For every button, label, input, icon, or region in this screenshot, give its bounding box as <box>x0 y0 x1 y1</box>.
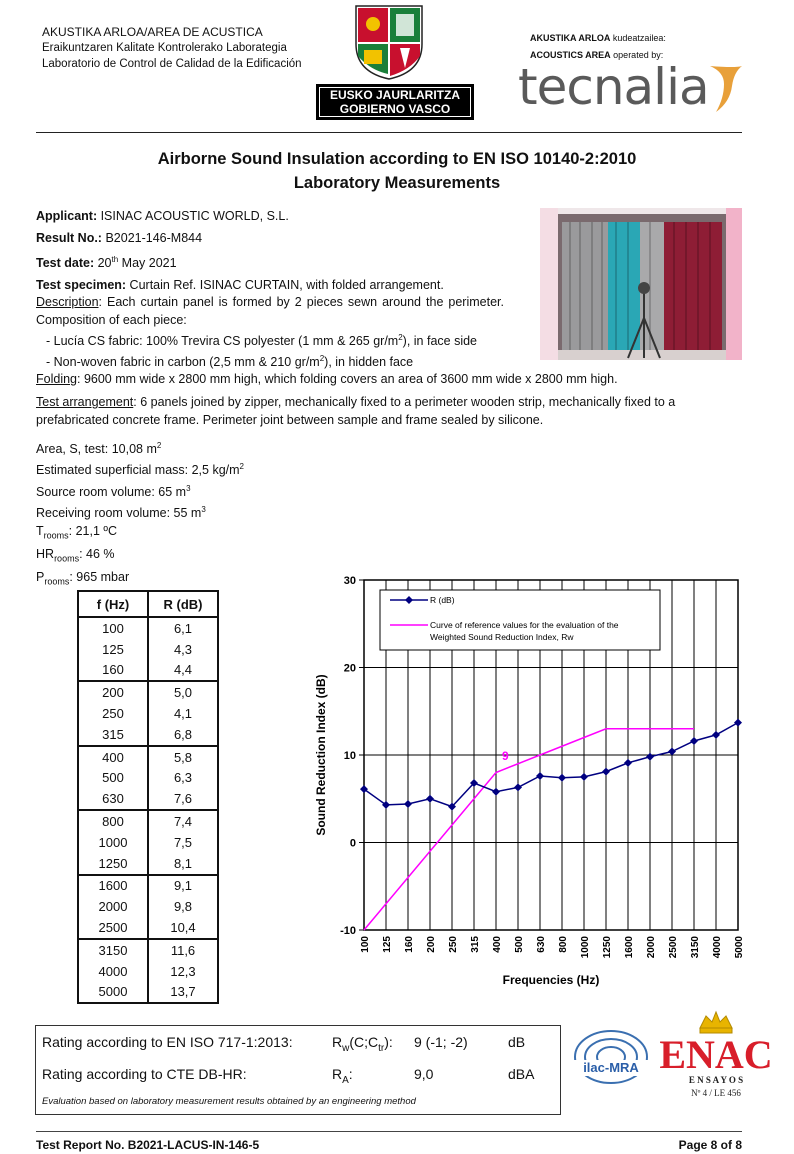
x-tick-label: 2500 <box>668 936 679 959</box>
cell-frequency: 4000 <box>78 961 148 982</box>
x-tick-label: 1250 <box>602 936 613 959</box>
col-header-r: R (dB) <box>148 591 218 617</box>
y-tick-label: 20 <box>343 662 356 675</box>
x-tick-label: 400 <box>492 936 503 953</box>
x-tick-label: 500 <box>514 936 525 953</box>
table-row <box>78 917 218 939</box>
table-row <box>78 832 218 853</box>
gov-line-1: EUSKO JAURLARITZA <box>329 88 460 102</box>
test-arrangement <box>36 393 744 429</box>
table-row <box>78 617 218 639</box>
x-tick-label: 315 <box>470 936 481 953</box>
cell-frequency: 125 <box>78 639 148 660</box>
x-tick-label: 5000 <box>734 936 745 959</box>
table-row <box>78 982 218 1004</box>
specimen-row: Test specimen: Curtain Ref. ISINAC CURTAIN, with folded arrangement. <box>36 278 444 293</box>
description-item-1: - Lucía CS fabric: 100% Trevira CS polyester (1 mm & 265 $gr/m^2$), in face side <box>46 333 478 349</box>
col-header-frequency: f (Hz) <box>78 591 148 617</box>
cell-r: 7,6 <box>148 788 218 810</box>
rating-box <box>35 1025 561 1115</box>
param-humidity: $HR_{rooms}$: 46 % <box>36 547 115 564</box>
cell-frequency: 1250 <box>78 853 148 875</box>
test-parameters <box>36 437 244 591</box>
table-row <box>78 853 218 875</box>
cell-frequency: 500 <box>78 768 148 789</box>
operator-eu-bold: AKUSTIKA ARLOA <box>530 33 611 43</box>
y-tick-label: 10 <box>343 750 356 762</box>
page-number: Page 8 of 8 <box>678 1138 742 1152</box>
cell-r: 6,1 <box>148 617 218 639</box>
date-row: Test date: 20th May 2021 <box>36 255 177 271</box>
cell-frequency: 630 <box>78 788 148 810</box>
x-tick-label: 630 <box>536 936 547 953</box>
cell-r: 9,1 <box>148 875 218 897</box>
table-row <box>78 660 218 682</box>
lab-name-2: Eraikuntzaren Kalitate Kontrolerako Laborategia <box>42 42 287 54</box>
table-row <box>78 810 218 832</box>
enac-sub: E N S A Y O S <box>688 1075 744 1085</box>
test-info <box>36 205 504 296</box>
legend-label-measured: R (dB) <box>430 595 455 605</box>
sound-reduction-chart <box>310 572 750 992</box>
rating-row-en-iso <box>42 1034 293 1050</box>
param-area: Area, S, test: 10,08 $m^2$ <box>36 441 162 457</box>
y-tick-label: 30 <box>343 575 356 587</box>
header-divider <box>36 132 742 133</box>
x-tick-label: 1000 <box>580 936 591 959</box>
cell-r: 6,3 <box>148 768 218 789</box>
basque-government-crest <box>350 4 428 80</box>
rating-en-iso-value: 9 (-1; -2) <box>414 1034 468 1050</box>
rating-en-iso-unit: dB <box>508 1034 526 1050</box>
cell-frequency: 1000 <box>78 832 148 853</box>
enac-number: Nº 4 / LE 456 <box>691 1088 741 1098</box>
x-tick-label: 3150 <box>690 936 701 959</box>
enac-text: ENAC <box>659 1032 773 1077</box>
applicant-row: Applicant: ISINAC ACOUSTIC WORLD, S.L. <box>36 209 289 223</box>
arrangement-label: Test arrangement <box>36 395 134 409</box>
x-tick-label: 2000 <box>646 936 657 959</box>
cell-frequency: 400 <box>78 746 148 768</box>
x-tick-label: 1600 <box>624 936 635 959</box>
rating-cte-label: Rating according to CTE DB-HR: <box>42 1066 247 1082</box>
results-table <box>77 590 219 1004</box>
rating-row-cte <box>42 1066 247 1082</box>
x-tick-label: 4000 <box>712 936 723 959</box>
description-label: Description <box>36 295 99 309</box>
cell-r: 5,8 <box>148 746 218 768</box>
folding-text: : 9600 mm wide x 2800 mm high, which folding covers an area of 3600 mm wide x 2800 mm high. <box>77 372 618 386</box>
rw-annotation: 9 <box>502 748 509 763</box>
x-axis-label: Frequencies (Hz) <box>502 973 600 987</box>
title-line-1: Airborne Sound Insulation according to EN ISO 10140-2:2010 <box>157 150 637 168</box>
table-row <box>78 746 218 768</box>
enac-logo <box>656 1008 776 1100</box>
cell-frequency: 100 <box>78 617 148 639</box>
page-title <box>0 147 794 195</box>
rating-en-iso-symbol: $R_w(C;C_{tr})$: <box>332 1034 393 1054</box>
cell-r: 4,4 <box>148 660 218 682</box>
cell-frequency: 1600 <box>78 875 148 897</box>
result-row: Result No.: B2021-146-M844 <box>36 231 203 245</box>
ilac-mra-logo <box>570 1026 652 1088</box>
cell-frequency: 2500 <box>78 917 148 939</box>
rating-cte-value: 9,0 <box>414 1066 434 1082</box>
gov-line-2: GOBIERNO VASCO <box>339 102 451 116</box>
ilac-text: ilac-MRA <box>583 1060 639 1075</box>
table-row <box>78 768 218 789</box>
operator-en-rest: operated by: <box>610 50 664 60</box>
table-row <box>78 681 218 703</box>
param-pressure: $P_{rooms}$: 965 mbar <box>36 569 130 587</box>
table-row <box>78 788 218 810</box>
table-row <box>78 875 218 897</box>
tecnalia-swoosh-icon <box>706 62 746 114</box>
table-row <box>78 939 218 961</box>
cell-r: 6,8 <box>148 724 218 746</box>
operator-en-bold: ACOUSTICS AREA <box>530 50 611 60</box>
specimen-photo <box>540 208 742 360</box>
table-row <box>78 703 218 724</box>
lab-header <box>42 24 302 72</box>
param-receiving-volume: Receiving room volume: 55 $m^3$ <box>36 505 206 521</box>
x-tick-label: 160 <box>404 936 415 953</box>
rating-cte-unit: dBA <box>508 1066 535 1082</box>
rating-cte-symbol: $R_A$: <box>332 1066 353 1086</box>
cell-r: 5,0 <box>148 681 218 703</box>
description-item-2: - Non-woven fabric in carbon (2,5 mm & 210 $gr/m^2$), in hidden face <box>46 354 414 370</box>
cell-r: 4,1 <box>148 703 218 724</box>
param-temperature: $T_{rooms}$: 21,1 ºC <box>36 524 117 541</box>
footer-divider <box>36 1131 742 1132</box>
table-row <box>78 961 218 982</box>
cell-frequency: 250 <box>78 703 148 724</box>
cell-r: 11,6 <box>148 939 218 961</box>
cell-frequency: 5000 <box>78 982 148 1004</box>
param-mass: Estimated superficial mass: 2,5 $kg/m^2$ <box>36 462 244 478</box>
description-text: : Each curtain panel is formed by 2 pieces sewn around the perimeter. Composition of each piece: <box>36 295 504 327</box>
arrangement-text: : 6 panels joined by zipper, mechanically fixed to a perimeter wooden strip, mechanically fixed to a prefabricated concrete frame. Perimeter joint between sample and frame sealed by silicone. <box>36 395 676 427</box>
cell-r: 7,4 <box>148 810 218 832</box>
y-axis-label: Sound Reduction Index (dB) <box>314 674 328 836</box>
cell-r: 7,5 <box>148 832 218 853</box>
legend-label-reference-2: Weighted Sound Reduction Index, Rw <box>430 632 574 642</box>
results-table-body <box>78 617 218 1003</box>
cell-r: 4,3 <box>148 639 218 660</box>
y-tick-label: 0 <box>349 837 356 850</box>
cell-r: 13,7 <box>148 982 218 1004</box>
table-row <box>78 896 218 917</box>
table-row <box>78 639 218 660</box>
folding-label: Folding <box>36 372 77 386</box>
x-tick-label: 800 <box>558 936 569 953</box>
param-source-volume: Source room volume: 65 $m^3$ <box>36 483 191 499</box>
operator-eu-rest: kudeatzailea: <box>610 33 666 43</box>
folding <box>36 370 744 388</box>
report-number: Test Report No. B2021-LACUS-IN-146-5 <box>36 1138 260 1152</box>
cell-r: 9,8 <box>148 896 218 917</box>
government-label <box>316 84 474 120</box>
cell-r: 12,3 <box>148 961 218 982</box>
title-line-2: Laboratory Measurements <box>293 174 501 192</box>
x-tick-label: 125 <box>382 936 393 953</box>
x-tick-label: 250 <box>448 936 459 953</box>
cell-frequency: 800 <box>78 810 148 832</box>
cell-r: 10,4 <box>148 917 218 939</box>
tecnalia-wordmark: tecnalia <box>518 58 709 116</box>
y-tick-label: -10 <box>340 925 356 937</box>
cell-frequency: 3150 <box>78 939 148 961</box>
table-row <box>78 724 218 746</box>
cell-frequency: 160 <box>78 660 148 682</box>
rating-en-iso-label: Rating according to EN ISO 717-1:2013: <box>42 1034 293 1050</box>
x-tick-label: 200 <box>426 936 437 953</box>
legend-label-reference-1: Curve of reference values for the evaluation of the <box>430 620 619 630</box>
x-tick-label: 100 <box>360 936 371 953</box>
lab-name-1: AKUSTIKA ARLOA/AREA DE ACUSTICA <box>42 25 263 39</box>
lab-name-3: Laboratorio de Control de Calidad de la Edificación <box>42 58 302 70</box>
description <box>36 293 504 371</box>
cell-r: 8,1 <box>148 853 218 875</box>
rating-note: Evaluation based on laboratory measurement results obtained by an engineering method <box>42 1096 416 1107</box>
cell-frequency: 200 <box>78 681 148 703</box>
tecnalia-logo <box>518 58 709 116</box>
cell-frequency: 315 <box>78 724 148 746</box>
cell-frequency: 2000 <box>78 896 148 917</box>
